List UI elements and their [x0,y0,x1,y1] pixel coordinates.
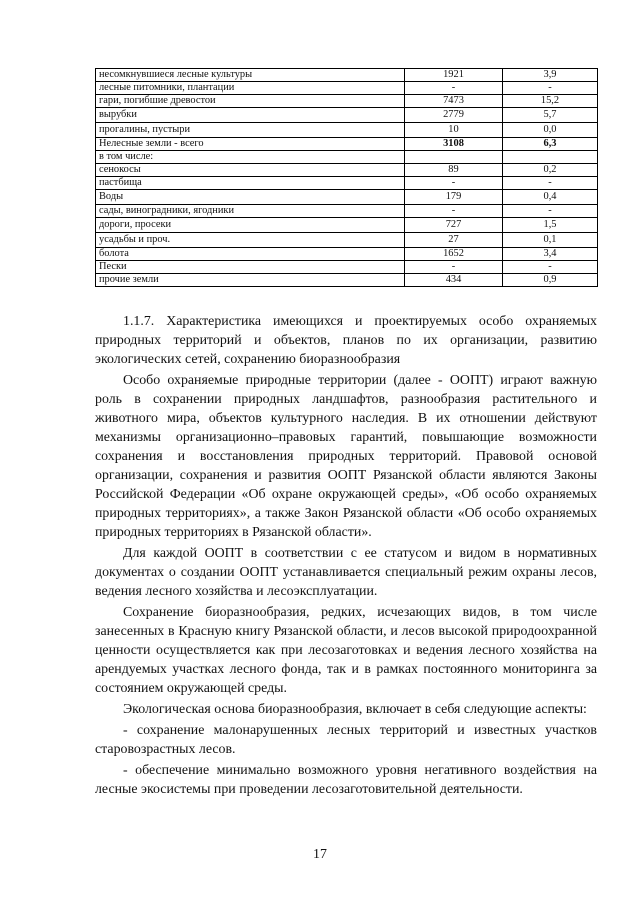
cell-area: 179 [405,190,503,205]
table-row [96,82,598,95]
cell-area: 2779 [405,108,503,123]
cell-percent: 0,2 [503,164,598,177]
cell-percent [503,151,598,164]
cell-percent: 0,4 [503,190,598,205]
cell-percent: - [503,261,598,274]
cell-label: гари, погибшие древостои [96,95,405,108]
table-row [96,190,598,205]
table-row [96,274,598,287]
body-text [95,312,597,801]
section-heading: 1.1.7. Характеристика имеющихся и проектируемых особо охраняемых природных территорий и объектов, планов по их организации, развитию экологических сетей, сохранению биоразнообразия [95,314,597,367]
table-row [96,123,598,138]
cell-percent: - [503,177,598,190]
table-row [96,164,598,177]
paragraph-protection-regime: Для каждой ООПТ в соответствии с ее статусом и видом в нормативных документах о создании ООПТ устанавливается специальный режим охраны лесов, ведения лесного хозяйства и лесоэксплуатации. [95,546,597,599]
cell-label: пастбища [96,177,405,190]
cell-area: 1921 [405,69,503,82]
paragraph-aspects-intro: Экологическая основа биоразнообразия, включает в себя следующие аспекты: [123,702,587,717]
paragraph-biodiversity: Сохранение биоразнообразия, редких, исчезающих видов, в том числе занесенных в Красную книгу Рязанской области, и лесов высокой природоохранной ценности осуществляется как при лесозаготовках и ведения лесного хозяйства на арендуемых участках лесного фонда, так и в рамках постоянного мониторинга за состоянием окружающей среды. [95,605,597,696]
cell-label: сады, виноградники, ягодники [96,205,405,218]
cell-label: дороги, просеки [96,218,405,233]
cell-percent: 6,3 [503,138,598,151]
table-row [96,69,598,82]
cell-label: усадьбы и проч. [96,233,405,248]
cell-area: 89 [405,164,503,177]
cell-area: 10 [405,123,503,138]
cell-area: 1652 [405,248,503,261]
table-row [96,95,598,108]
table-body [96,69,598,287]
cell-area: 27 [405,233,503,248]
table-row [96,218,598,233]
cell-percent: 3,4 [503,248,598,261]
paragraph-oopt-role: Особо охраняемые природные территории (далее - ООПТ) играют важную роль в сохранении природных ландшафтов, разнообразия растительного и животного мира, объектов культурного наследия. В их отношении действуют механизмы организационно–правовых гарантий, повышающие возможности сохранения и восстановления природных территорий. Правовой основой организации, сохранения и развития ООПТ Рязанской области являются Законы Российской Федерации «Об охране окружающей среды», «Об особо охраняемых природных территориях», а также Закон Рязанской области «Об особо охраняемых природных территориях в Рязанской области». [95,373,597,540]
cell-percent: 5,7 [503,108,598,123]
cell-percent: 0,0 [503,123,598,138]
cell-area: 434 [405,274,503,287]
table-row [96,233,598,248]
cell-area: 7473 [405,95,503,108]
table-row [96,138,598,151]
table-row [96,261,598,274]
cell-percent: 15,2 [503,95,598,108]
table-row [96,205,598,218]
cell-label: несомкнувшиеся лесные культуры [96,69,405,82]
cell-label: Пески [96,261,405,274]
cell-label: сенокосы [96,164,405,177]
cell-percent: 0,9 [503,274,598,287]
cell-label: в том числе: [96,151,405,164]
cell-label: лесные питомники, плантации [96,82,405,95]
cell-area: - [405,205,503,218]
cell-label: прогалины, пустыри [96,123,405,138]
cell-area: 727 [405,218,503,233]
table-row [96,151,598,164]
land-category-table [95,68,598,287]
cell-area: - [405,177,503,190]
list-item-aspect-2: - обеспечение минимально возможного уровня негативного воздействия на лесные экосистемы при проведении лесозаготовительной деятельности. [95,763,597,797]
cell-percent: 3,9 [503,69,598,82]
cell-label: Нелесные земли - всего [96,138,405,151]
list-item-aspect-1: - сохранение малонарушенных лесных территорий и известных участков старовозрастных лесов. [95,723,597,757]
cell-label: болота [96,248,405,261]
table-row [96,177,598,190]
cell-area: - [405,82,503,95]
cell-percent: 0,1 [503,233,598,248]
table-row [96,248,598,261]
cell-area [405,151,503,164]
cell-percent: - [503,82,598,95]
cell-label: Воды [96,190,405,205]
cell-label: прочие земли [96,274,405,287]
table-row [96,108,598,123]
cell-area: 3108 [405,138,503,151]
cell-percent: 1,5 [503,218,598,233]
cell-percent: - [503,205,598,218]
cell-area: - [405,261,503,274]
cell-label: вырубки [96,108,405,123]
page-number: 17 [313,847,327,862]
